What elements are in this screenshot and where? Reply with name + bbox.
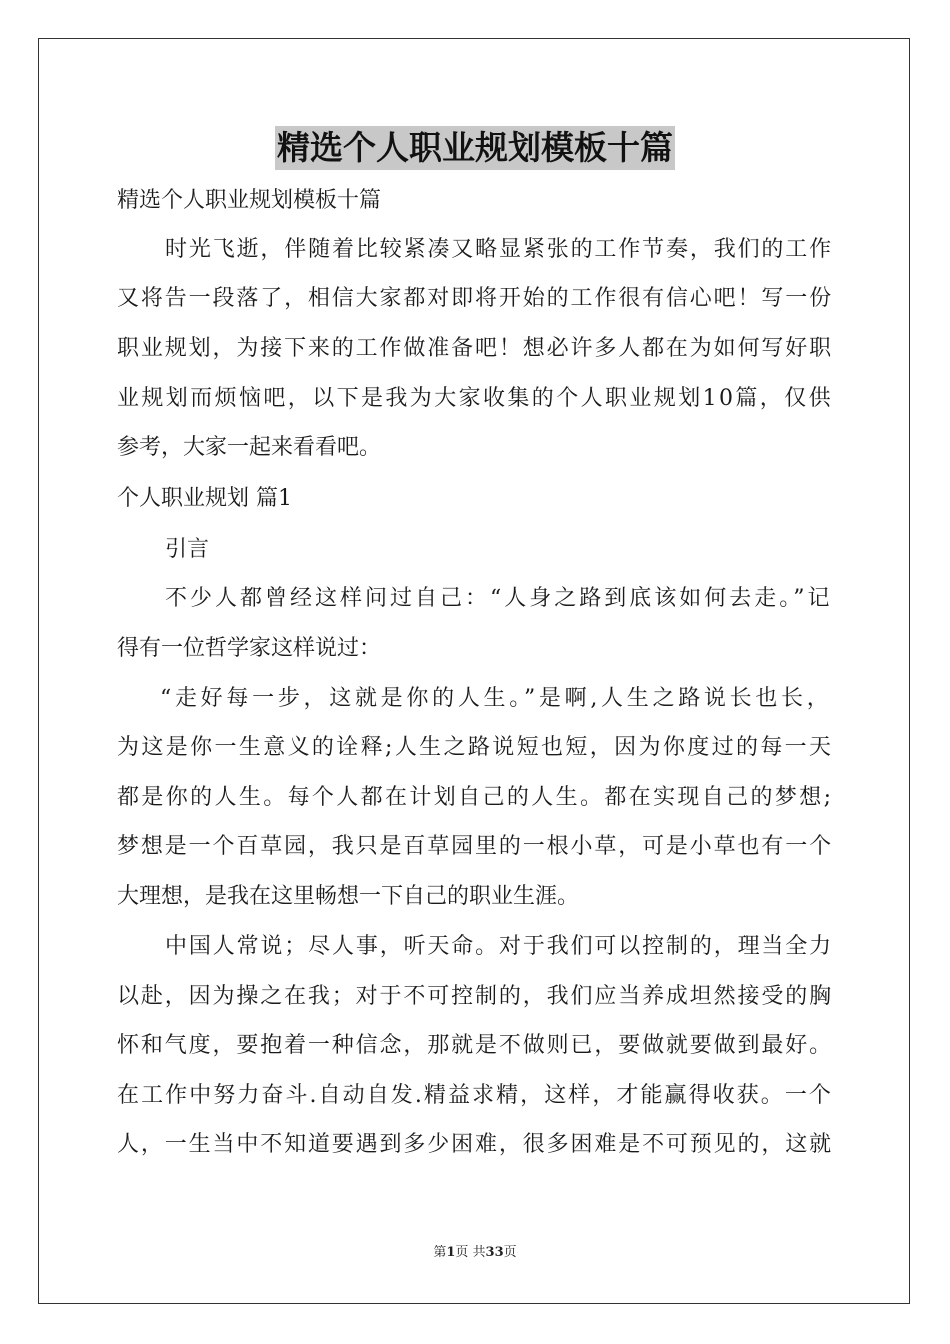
document-title: 精选个人职业规划模板十篇 xyxy=(275,126,675,170)
page-footer xyxy=(0,1244,950,1262)
paragraph-line: 时光飞逝，伴随着比较紧凑又略显紧张的工作节奏，我们的工作 xyxy=(165,237,834,262)
paragraph-line: 参考，大家一起来看看吧。 xyxy=(117,435,382,460)
paragraph-line: 又将告一段落了，相信大家都对即将开始的工作很有信心吧！写一份 xyxy=(117,286,834,311)
paragraph-line: 业规划而烦恼吧，以下是我为大家收集的个人职业规划10篇，仅供 xyxy=(117,386,833,411)
paragraph-line: 得有一位哲学家这样说过： xyxy=(117,636,382,661)
footer-page-number: 1 xyxy=(446,1245,456,1260)
paragraph-line: 都是你的人生。每个人都在计划自己的人生。都在实现自己的梦想; xyxy=(117,785,834,810)
footer-page-prefix: 第 xyxy=(433,1245,447,1260)
title-container xyxy=(0,126,950,170)
paragraph-line: “走好每一步，这就是你的人生。”是啊,人生之路说长也长， xyxy=(160,686,833,711)
paragraph-line: 人，一生当中不知道要遇到多少困难，很多困难是不可预见的，这就 xyxy=(117,1132,834,1157)
paragraph-line: 在工作中努力奋斗.自动自发.精益求精，这样，才能赢得收获。一个 xyxy=(117,1083,833,1108)
page-border xyxy=(38,38,910,1304)
section-heading: 个人职业规划 篇1 xyxy=(117,486,292,511)
footer-page-mid: 页 共 xyxy=(455,1245,486,1260)
paragraph-line: 职业规划，为接下来的工作做准备吧！想必许多人都在为如何写好职 xyxy=(117,336,834,361)
subtitle-line: 精选个人职业规划模板十篇 xyxy=(117,188,382,213)
paragraph-line: 怀和气度，要抱着一种信念，那就是不做则已，要做就要做到最好。 xyxy=(117,1033,834,1058)
paragraph-line: 引言 xyxy=(165,537,210,562)
paragraph-line: 中国人常说；尽人事，听天命。对于我们可以控制的，理当全力 xyxy=(165,934,834,959)
paragraph-line: 为这是你一生意义的诠释;人生之路说短也短，因为你度过的每一天 xyxy=(117,735,834,760)
footer-total-pages: 33 xyxy=(485,1245,504,1260)
paragraph-line: 梦想是一个百草园，我只是百草园里的一根小草，可是小草也有一个 xyxy=(117,834,834,859)
footer-page-suffix: 页 xyxy=(503,1245,517,1260)
paragraph-line: 以赴，因为操之在我；对于不可控制的，我们应当养成坦然接受的胸 xyxy=(117,984,834,1009)
paragraph-line: 大理想，是我在这里畅想一下自己的职业生涯。 xyxy=(117,884,580,909)
paragraph-line: 不少人都曾经这样问过自己：“人身之路到底该如何去走。”记 xyxy=(165,586,833,611)
